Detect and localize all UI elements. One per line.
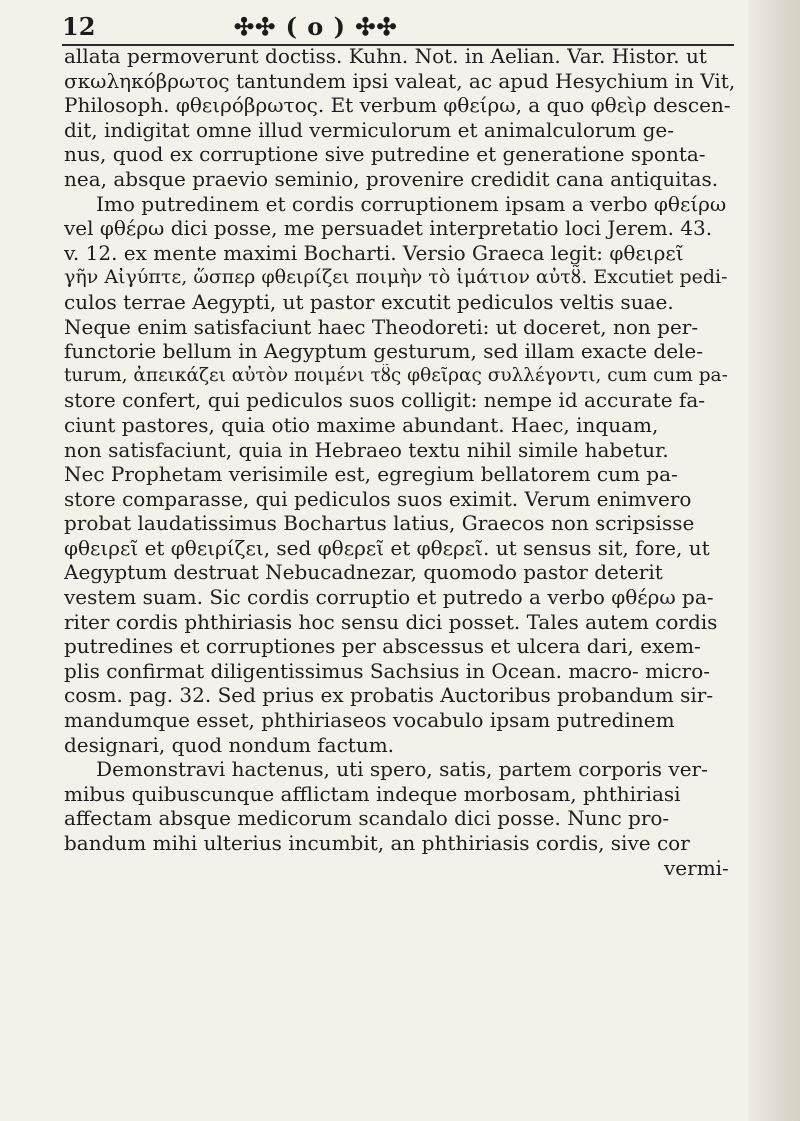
text-line: mandumque esset, phthiriaseos vocabulo ipsam putredinem	[64, 708, 675, 733]
text-line: Demonstravi hactenus, uti spero, satis, partem corporis ver-	[96, 757, 708, 782]
text-line: non satisfaciunt, quia in Hebraeo textu nihil simile habetur.	[64, 437, 669, 462]
text-line: nus, quod ex corruptione sive putredine et generatione sponta-	[64, 142, 706, 167]
text-line: σκωληκόβρωτος tantundem ipsi valeat, ac apud Hesychium in Vit,	[64, 68, 736, 93]
text-line: functorie bellum in Aegyptum gesturum, sed illam exacte dele-	[64, 339, 704, 364]
text-line: affectam absque medicorum scandalo dici posse. Nunc pro-	[64, 806, 670, 831]
text-line: riter cordis phthiriasis hoc sensu dici posset. Tales autem cordis	[64, 609, 718, 634]
text-line: v. 12. ex mente maximi Bocharti. Versio Graeca legit: φθειρεῖ	[64, 240, 684, 265]
text-line: bandum mihi ulterius incumbit, an phthiriasis cordis, sive cor	[64, 831, 690, 855]
text-line: probat laudatissimus Bochartus latius, Graecos non scripsisse	[64, 511, 695, 536]
text-line: Imo putredinem et cordis corruptionem ipsam a verbo φθείρω	[96, 191, 727, 216]
text-line: culos terrae Aegypti, ut pastor excutit pediculos veltis suae.	[64, 289, 674, 314]
text-line: store comparasse, qui pediculos suos eximit. Verum enimvero	[64, 486, 692, 511]
text-line: Neque enim satisfaciunt haec Theodoreti: ut doceret, non per-	[64, 314, 699, 339]
text-line: store confert, qui pediculos suos colligit: nempe id accurate fa-	[64, 388, 705, 413]
header-ornament: ✣✣ ( o ) ✣✣	[234, 12, 398, 41]
text-line: vel φθέρω dici posse, me persuadet interpretatio loci Jerem. 43.	[64, 216, 713, 241]
text-line: Philosoph. φθειρόβρωτος. Et verbum φθείρω, a quo φθεὶρ descen-	[64, 93, 731, 118]
running-head	[62, 12, 532, 46]
text-line: mibus quibuscunque afflictam indeque morbosam, phthiriasi	[64, 781, 681, 806]
text-line: nea, absque praevio seminio, provenire credidit cana antiquitas.	[64, 166, 719, 191]
text-line: Nec Prophetam verisimile est, egregium bellatorem cum pa-	[64, 462, 678, 487]
body-text	[64, 44, 736, 880]
catchword: vermi-	[664, 855, 729, 880]
text-line: vestem suam. Sic cordis corruptio et putredo a verbo φθέρω pa-	[64, 585, 714, 610]
text-line: plis confirmat diligentissimus Sachsius in Ocean. macro- micro-	[64, 658, 711, 683]
text-line: φθειρεῖ et φθειρίζει, sed φθερεῖ et φθερεῖ. ut sensus sit, fore, ut	[64, 535, 710, 560]
text-line: dit, indigitat omne illud vermiculorum et animalculorum ge-	[64, 117, 675, 142]
text-line: designari, quod nondum factum.	[64, 732, 395, 757]
page-edge-shadow	[748, 0, 800, 1121]
text-line: cosm. pag. 32. Sed prius ex probatis Auctoribus probandum sir-	[64, 683, 714, 708]
text-line: allata permoverunt doctiss. Kuhn. Not. in Aelian. Var. Histor. ut	[64, 44, 707, 68]
text-line: ciunt pastores, quia otio maxime abundant. Haec, inquam,	[64, 412, 659, 437]
text-line: putredines et corruptiones per abscessus et ulcera dari, exem-	[64, 634, 701, 659]
text-line: γῆν Αἰγύπτε, ὥσπερ φθειρίζει ποιμὴν τὸ ἱμάτιον αὐτȣ̃. Excutiet pedi-	[64, 266, 728, 289]
page-number: 12	[62, 12, 96, 41]
text-line: Aegyptum destruat Nebucadnezar, quomodo pastor deterit	[64, 560, 663, 585]
text-line: turum, ἀπεικάζει αὐτὸν ποιμένι τȣ̃ς φθεῖρας συλλέγοντι, cum cum pa-	[64, 364, 728, 386]
